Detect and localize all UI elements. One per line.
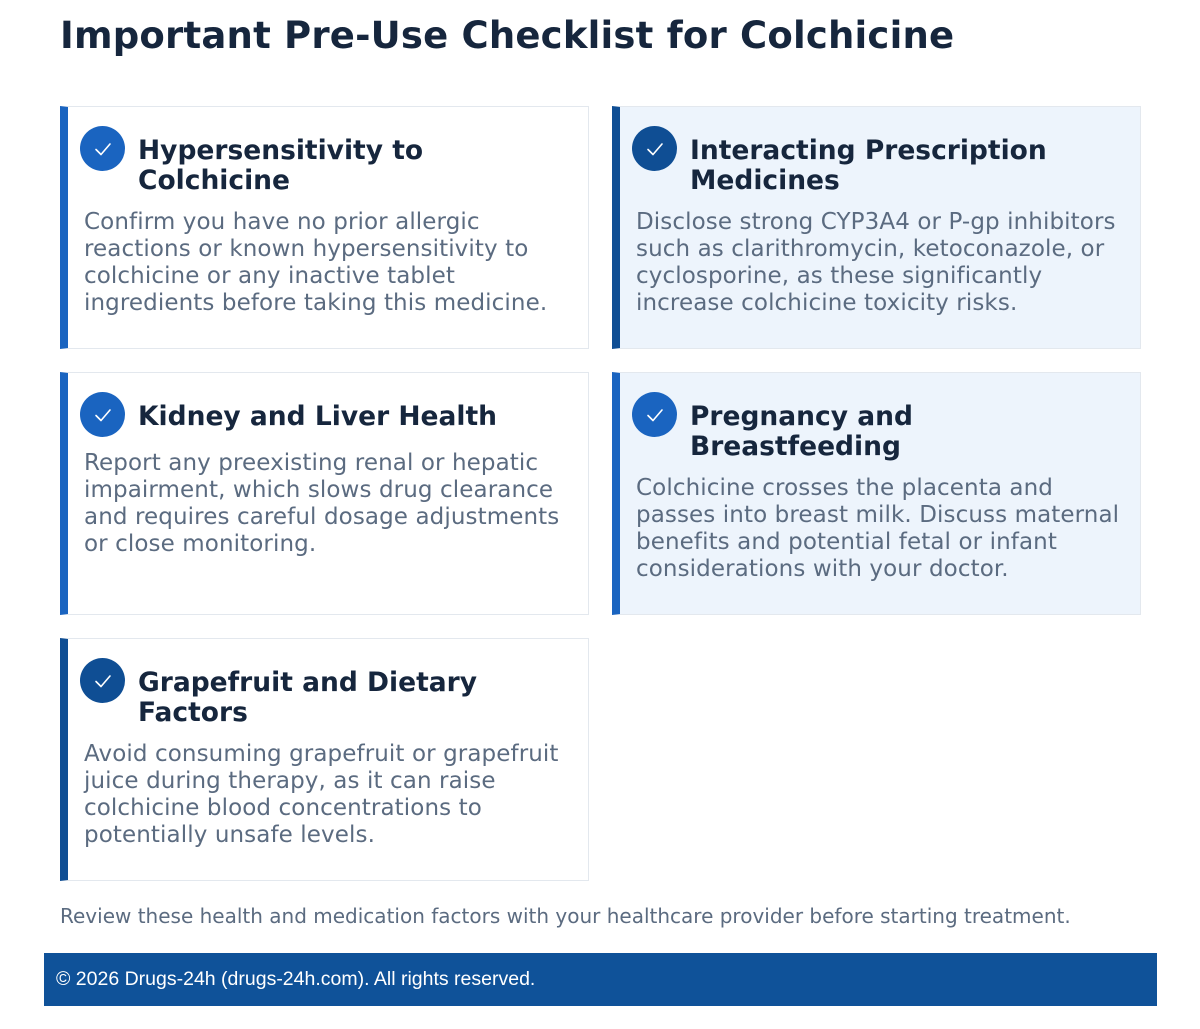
card-header bbox=[80, 392, 570, 437]
card-title: Pregnancy and Breastfeeding bbox=[690, 401, 913, 462]
card-header bbox=[80, 126, 570, 196]
card-description: Disclose strong CYP3A4 or P-gp inhibitors such as clarithromycin, ketoconazole, or cyclosporine, as these significantly increase colchicine toxicity risks. bbox=[636, 209, 1116, 316]
checklist-card-grapefruit bbox=[60, 638, 589, 881]
card-description: Confirm you have no prior allergic reactions or known hypersensitivity to colchicine or any inactive tablet ingredients before taking this medicine. bbox=[84, 209, 548, 316]
footer-bar bbox=[44, 953, 1157, 1006]
card-header bbox=[80, 658, 570, 728]
card-title: Hypersensitivity to Colchicine bbox=[138, 135, 424, 196]
card-title: Grapefruit and Dietary Factors bbox=[138, 667, 477, 728]
card-header bbox=[632, 392, 1122, 462]
check-icon bbox=[80, 126, 125, 171]
card-description: Colchicine crosses the placenta and passes into breast milk. Discuss maternal benefits and potential fetal or infant considerations with your doctor. bbox=[636, 475, 1120, 582]
check-icon bbox=[632, 392, 677, 437]
card-description: Avoid consuming grapefruit or grapefruit juice during therapy, as it can raise colchicine blood concentrations to potentially unsafe levels. bbox=[84, 741, 559, 848]
checklist-grid bbox=[60, 106, 1141, 881]
review-note: Review these health and medication factors with your healthcare provider before starting treatment. bbox=[60, 904, 1071, 928]
checklist-card-interacting-medicines bbox=[612, 106, 1141, 349]
page-title: Important Pre-Use Checklist for Colchicine bbox=[60, 14, 955, 57]
check-icon bbox=[80, 392, 125, 437]
copyright-text: © 2026 Drugs-24h (drugs-24h.com). All rights reserved. bbox=[56, 968, 536, 990]
card-title: Interacting Prescription Medicines bbox=[690, 135, 1047, 196]
checklist-card-pregnancy bbox=[612, 372, 1141, 615]
check-icon bbox=[632, 126, 677, 171]
check-icon bbox=[80, 658, 125, 703]
checklist-card-kidney-liver bbox=[60, 372, 589, 615]
checklist-card-hypersensitivity bbox=[60, 106, 589, 349]
card-description: Report any preexisting renal or hepatic impairment, which slows drug clearance and requires careful dosage adjustments or close monitoring. bbox=[84, 450, 560, 557]
card-header bbox=[632, 126, 1122, 196]
card-title: Kidney and Liver Health bbox=[138, 401, 498, 432]
